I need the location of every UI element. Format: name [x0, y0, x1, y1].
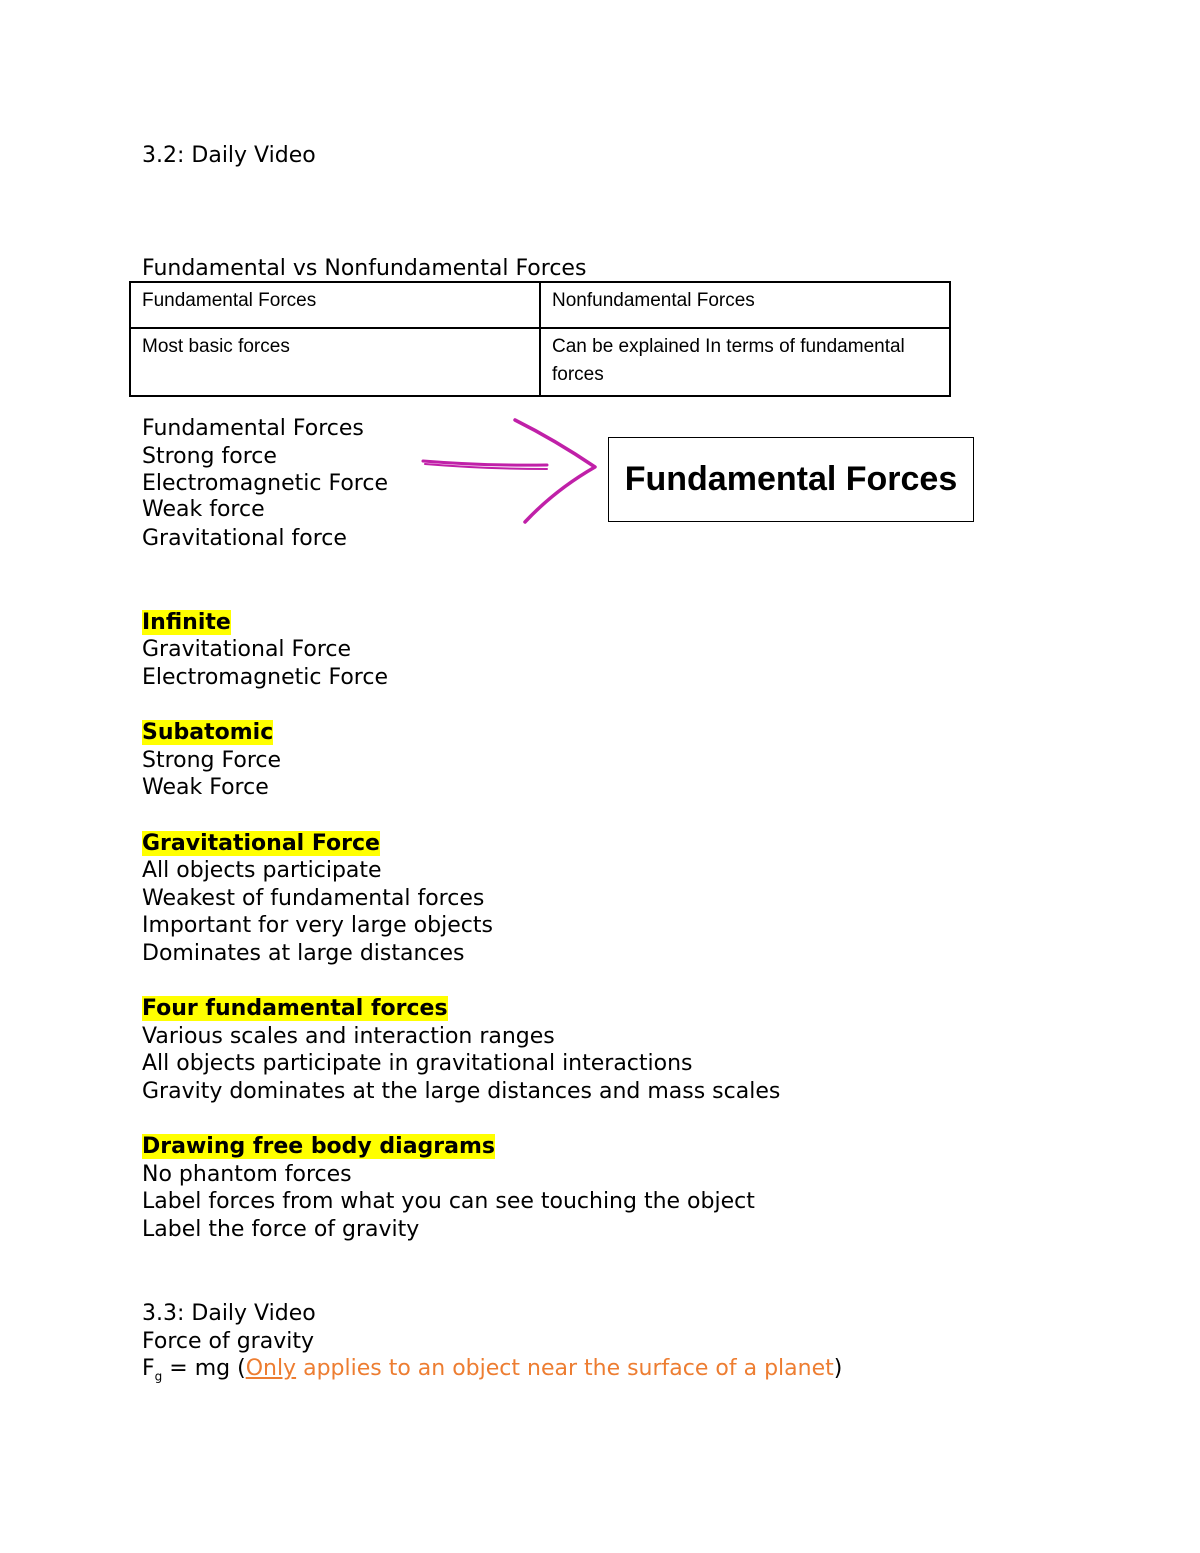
- group-heading: [142, 719, 273, 746]
- table-header-row: [130, 282, 950, 328]
- highlighted-heading: Subatomic: [142, 720, 274, 745]
- table-row: [130, 328, 950, 396]
- list-item: Weakest of fundamental forces: [142, 886, 485, 911]
- group-heading: [142, 830, 380, 857]
- gravity-formula: [142, 1355, 842, 1390]
- fundamental-forces-box: Fundamental Forces: [608, 437, 974, 522]
- list-item: Weak force: [142, 497, 265, 522]
- table-header-cell: Fundamental Forces: [130, 282, 540, 328]
- list-item: Fundamental Forces: [142, 416, 364, 441]
- formula-equation: = mg (: [162, 1356, 246, 1381]
- formula-close: ): [833, 1356, 843, 1381]
- table-cell: Can be explained In terms of fundamental forces: [540, 328, 950, 396]
- section-title: 3.2: Daily Video: [142, 143, 316, 168]
- list-item: Various scales and interaction ranges: [142, 1024, 555, 1049]
- list-item: Gravitational force: [142, 526, 347, 551]
- list-item: Electromagnetic Force: [142, 665, 388, 690]
- highlighted-heading: Four fundamental forces: [142, 996, 448, 1021]
- list-item: Strong Force: [142, 748, 282, 773]
- highlighted-heading: Gravitational Force: [142, 831, 380, 856]
- formula-note: applies to an object near the surface of a planet: [296, 1356, 834, 1381]
- list-item: All objects participate in gravitational interactions: [142, 1051, 693, 1076]
- group-heading: [142, 995, 448, 1022]
- group-heading: [142, 1133, 495, 1160]
- highlighted-heading: Infinite: [142, 610, 231, 635]
- list-item: Label forces from what you can see touching the object: [142, 1189, 755, 1214]
- list-item: Weak Force: [142, 775, 269, 800]
- list-item: Dominates at large distances: [142, 941, 465, 966]
- list-item: Strong force: [142, 444, 277, 469]
- list-item: Gravitational Force: [142, 637, 352, 662]
- comparison-heading: Fundamental vs Nonfundamental Forces: [142, 256, 587, 281]
- list-item: Electromagnetic Force: [142, 471, 388, 496]
- formula-symbol: F: [142, 1356, 155, 1381]
- formula-note-emphasis: Only: [245, 1356, 297, 1381]
- group-heading: [142, 609, 231, 636]
- highlighted-heading: Drawing free body diagrams: [142, 1134, 496, 1159]
- table-cell: Most basic forces: [130, 328, 540, 396]
- section-title: 3.3: Daily Video: [142, 1301, 316, 1326]
- handwritten-arrow-icon: [415, 410, 610, 535]
- table-header-cell: Nonfundamental Forces: [540, 282, 950, 328]
- formula-subscript: g: [154, 1369, 163, 1384]
- list-item: All objects participate: [142, 858, 382, 883]
- list-item: No phantom forces: [142, 1162, 352, 1187]
- comparison-table: [129, 281, 951, 397]
- list-item: Label the force of gravity: [142, 1217, 420, 1242]
- section-subtitle: Force of gravity: [142, 1329, 314, 1354]
- list-item: Gravity dominates at the large distances and mass scales: [142, 1079, 781, 1104]
- list-item: Important for very large objects: [142, 913, 493, 938]
